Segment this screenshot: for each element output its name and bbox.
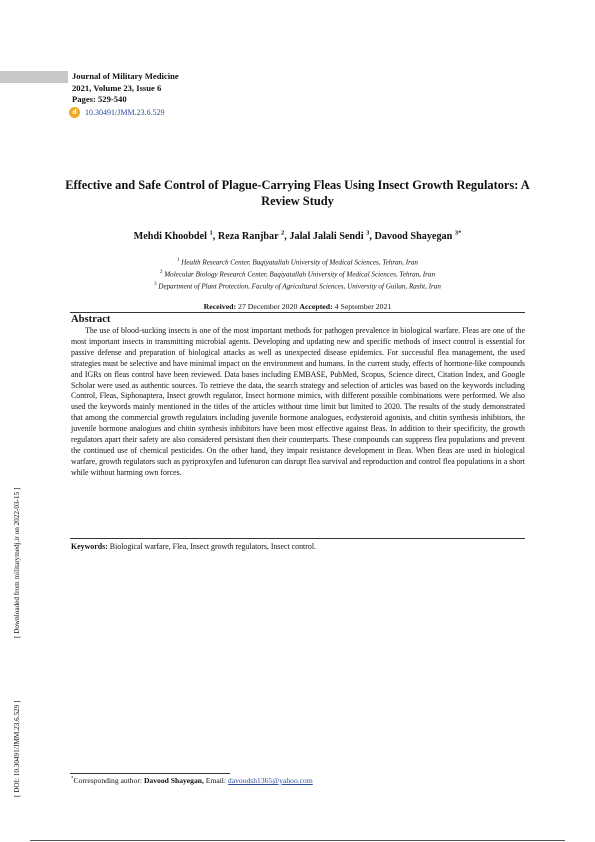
keywords-label: Keywords: (71, 542, 108, 551)
abstract-heading: Abstract (71, 314, 111, 325)
received-label: Received: (203, 302, 237, 311)
keywords-list: Biological warfare, Flea, Insect growth regulators, Insect control. (107, 542, 316, 551)
journal-volume: 2021, Volume 23, Issue 6 (72, 82, 162, 93)
journal-pages: Pages: 529-540 (72, 94, 127, 104)
affiliations (60, 256, 535, 292)
footnote-rule (70, 773, 230, 774)
abstract-bottom-rule (70, 538, 525, 539)
keywords (71, 542, 525, 551)
author-4: Davood Shayegan $^{3*}$ (374, 230, 462, 243)
article-title: Effective and Safe Control of Plague-Carrying Fleas Using Insect Growth Regulators: A Review Study (65, 178, 530, 208)
author-2: Reza Ranjbar $^2$, (217, 230, 290, 243)
corresponding-author-footnote: *Corresponding author: Davood Shayegan, Email: davoodsh1365@yahoo.com (71, 776, 313, 785)
email-link[interactable]: davoodsh1365@yahoo.com (227, 776, 313, 785)
affiliation-3: $^3$ Department of Plant Protection, Faculty of Agricultural Sciences, University of Guilan, Rasht, Iran (154, 281, 441, 291)
article-dates (60, 302, 535, 311)
accepted-date: 4 September 2021 (332, 302, 392, 311)
doi-icon: d (69, 107, 80, 118)
author-list (60, 230, 535, 242)
journal-info (72, 71, 179, 106)
abstract-body: The use of blood-sucking insects is one of the most important methods for pathogen prevalence in biological warfare. Fleas are one of the most important insects in transmitting microbial agents. Developing and updating new and specific methods of insect control is essential for passive defense and preparation of biological attacks as well as unexpected disease epidemics. For successful flea management, the used strategies must be selective and have minimal impact on the environment and humans. In the current study, effects of hormone-like compounds and IGRs on fleas control have been reviewed. Data bases including EMBASE, PubMed, Scopus, Science direct, Citation Index, and Google Scholar were used as authentic sources. To retrieve the data, the search strategy and selection of articles was based on the keywords including Control, Fleas, Siphonaptera, Insect growth regulator, Insect hormone mimics, with different possible combinations were performed. We also used the keywords mainly mentioned in the titles of the articles without time limit but limited to 2020. The results of the study demonstrated that among the commercial growth regulators including juvenile hormone analogues, ecdysteroid agonists, and chitin synthesis inhibitors, the juvenile hormone analogues and chitin synthesis inhibitors have been most effective against fleas. In addition to their specificity, the growth regulators apart their safety are also considered persistant then their counterparts. These compounds can suppress flea populations and prevent the continued use of chemical pesticides. On the other hand, they impair resistance development in fleas. When fleas are used in biological warfare, growth regulators such as pyriproxyfen and lufenuron can disrupt flea survival and reproduction and control flea populations in a short while without harming own forces. (71, 326, 525, 477)
corresponding-author-name: Davood Shayegan, (143, 776, 204, 785)
abstract-top-rule (70, 312, 525, 313)
author-1: Mehdi Khoobdel $^1$, (133, 230, 218, 243)
affiliation-1: $^1$ Health Research Center, Baqiyatallah University of Medical Sciences, Tehran, Iran (177, 258, 418, 267)
sidebar-doi-note: [ DOI: 10.30491/JMM.23.6.529 ] (13, 700, 21, 797)
sidebar-downloaded-note: [ Downloaded from militarymedj.ir on 2022-03-15 ] (13, 487, 21, 638)
doi-link[interactable]: 10.30491/JMM.23.6.529 (85, 108, 165, 117)
header-accent-bar (0, 71, 68, 83)
author-3: Jalal Jalali Sendi $^3$, (289, 230, 375, 243)
journal-name: Journal of Military Medicine (72, 71, 179, 81)
received-date: 27 December 2020 (236, 302, 300, 311)
page-bottom-rule (30, 840, 565, 841)
affiliation-2: $^2$ Molecular Biology Research Center, Baqiyatallah University of Medical Sciences, Tehran, Iran (159, 269, 436, 279)
doi-row[interactable] (69, 107, 165, 118)
accepted-label: Accepted: (299, 302, 333, 311)
